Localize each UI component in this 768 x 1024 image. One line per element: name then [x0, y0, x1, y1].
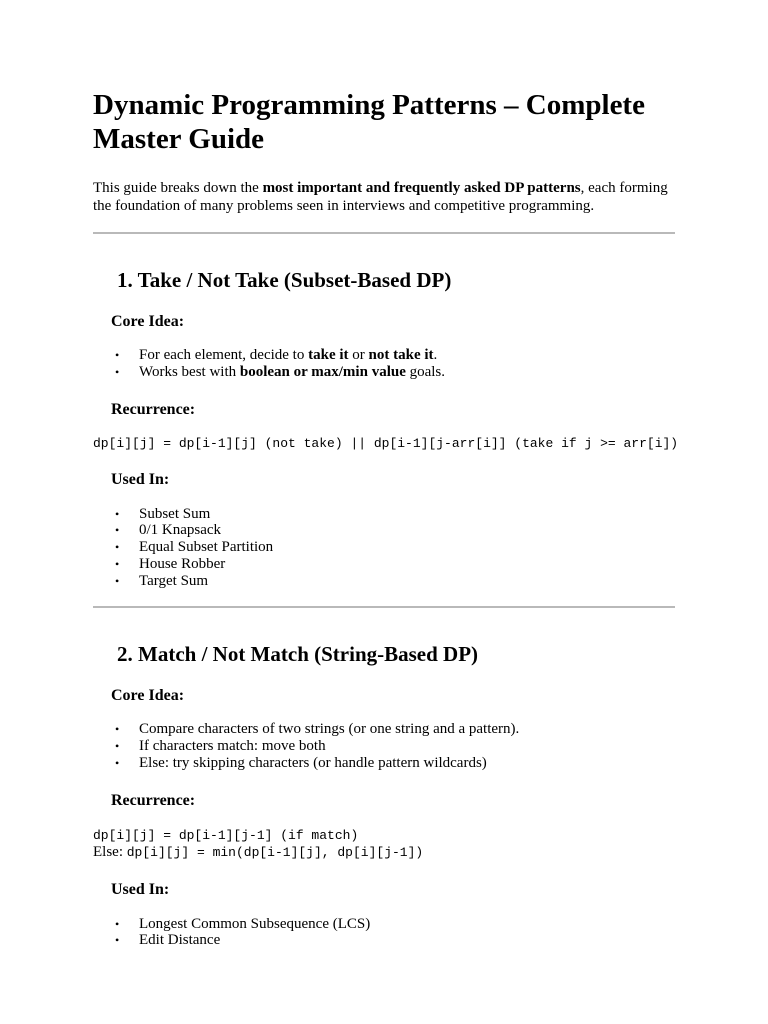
used-in-list [93, 506, 675, 590]
divider [93, 232, 675, 234]
list-item: • 0/1 Knapsack [115, 522, 222, 539]
page-title: Dynamic Programming Patterns – Complete Master Guide [93, 89, 645, 155]
core-idea-list [93, 347, 675, 381]
bullet-icon: • [115, 722, 120, 737]
intro-text-before: This guide breaks down the [93, 180, 263, 196]
list-item: • Subset Sum [115, 505, 211, 522]
bullet-icon: • [115, 933, 120, 948]
bullet-icon: • [115, 556, 120, 571]
bullet-icon: • [115, 523, 120, 538]
core-idea-list [93, 721, 675, 771]
section-heading: 1. Take / Not Take (Subset-Based DP) [117, 268, 452, 292]
list-item: • Longest Common Subsequence (LCS) [115, 915, 371, 932]
divider [93, 606, 675, 608]
recurrence-heading: Recurrence: [111, 791, 196, 809]
used-in-heading: Used In: [111, 880, 170, 898]
list-item: • House Robber [115, 555, 226, 572]
list-item: • For each element, decide to take it or not take it. [115, 347, 438, 363]
intro-paragraph [93, 180, 675, 215]
bullet-icon: • [115, 364, 120, 379]
bullet-icon: • [115, 739, 120, 753]
intro-text-bold: most important and frequently asked DP patterns [262, 180, 581, 196]
used-in-list [93, 916, 675, 950]
list-item: • Works best with boolean or max/min value goals. [115, 363, 446, 380]
list-item: • Else: try skipping characters (or handle pattern wildcards) [115, 754, 487, 771]
bullet-icon: • [115, 540, 120, 554]
list-item: • Compare characters of two strings (or one string and a pattern). [115, 721, 520, 738]
used-in-heading: Used In: [111, 470, 170, 488]
list-item: • Edit Distance [115, 932, 221, 949]
recurrence-code: dp[i][j] = dp[i-1][j-1] (if match) [93, 827, 359, 843]
bullet-icon: • [115, 755, 120, 770]
bullet-icon: • [115, 348, 120, 362]
list-item: • Equal Subset Partition [115, 539, 274, 555]
intro-text-after: , each forming the foundation of many problems seen in interviews and competitive programming. [93, 180, 668, 214]
core-idea-heading: Core Idea: [111, 313, 185, 330]
core-idea-heading: Core Idea: [111, 687, 185, 705]
bullet-icon: • [115, 506, 120, 521]
list-item: • If characters match: move both [115, 738, 326, 754]
recurrence-else-line: Else: dp[i][j] = min(dp[i-1][j], dp[i][j-1]) [93, 843, 424, 860]
document-page [93, 88, 679, 949]
bullet-icon: • [115, 916, 120, 931]
bullet-icon: • [115, 573, 120, 588]
recurrence-code: dp[i][j] = dp[i-1][j] (not take) || dp[i-1][j-arr[i]] (take if j >= arr[i]) [93, 435, 679, 451]
list-item: • Target Sum [115, 572, 209, 589]
recurrence-heading: Recurrence: [111, 400, 196, 418]
section-heading: 2. Match / Not Match (String-Based DP) [117, 642, 479, 667]
